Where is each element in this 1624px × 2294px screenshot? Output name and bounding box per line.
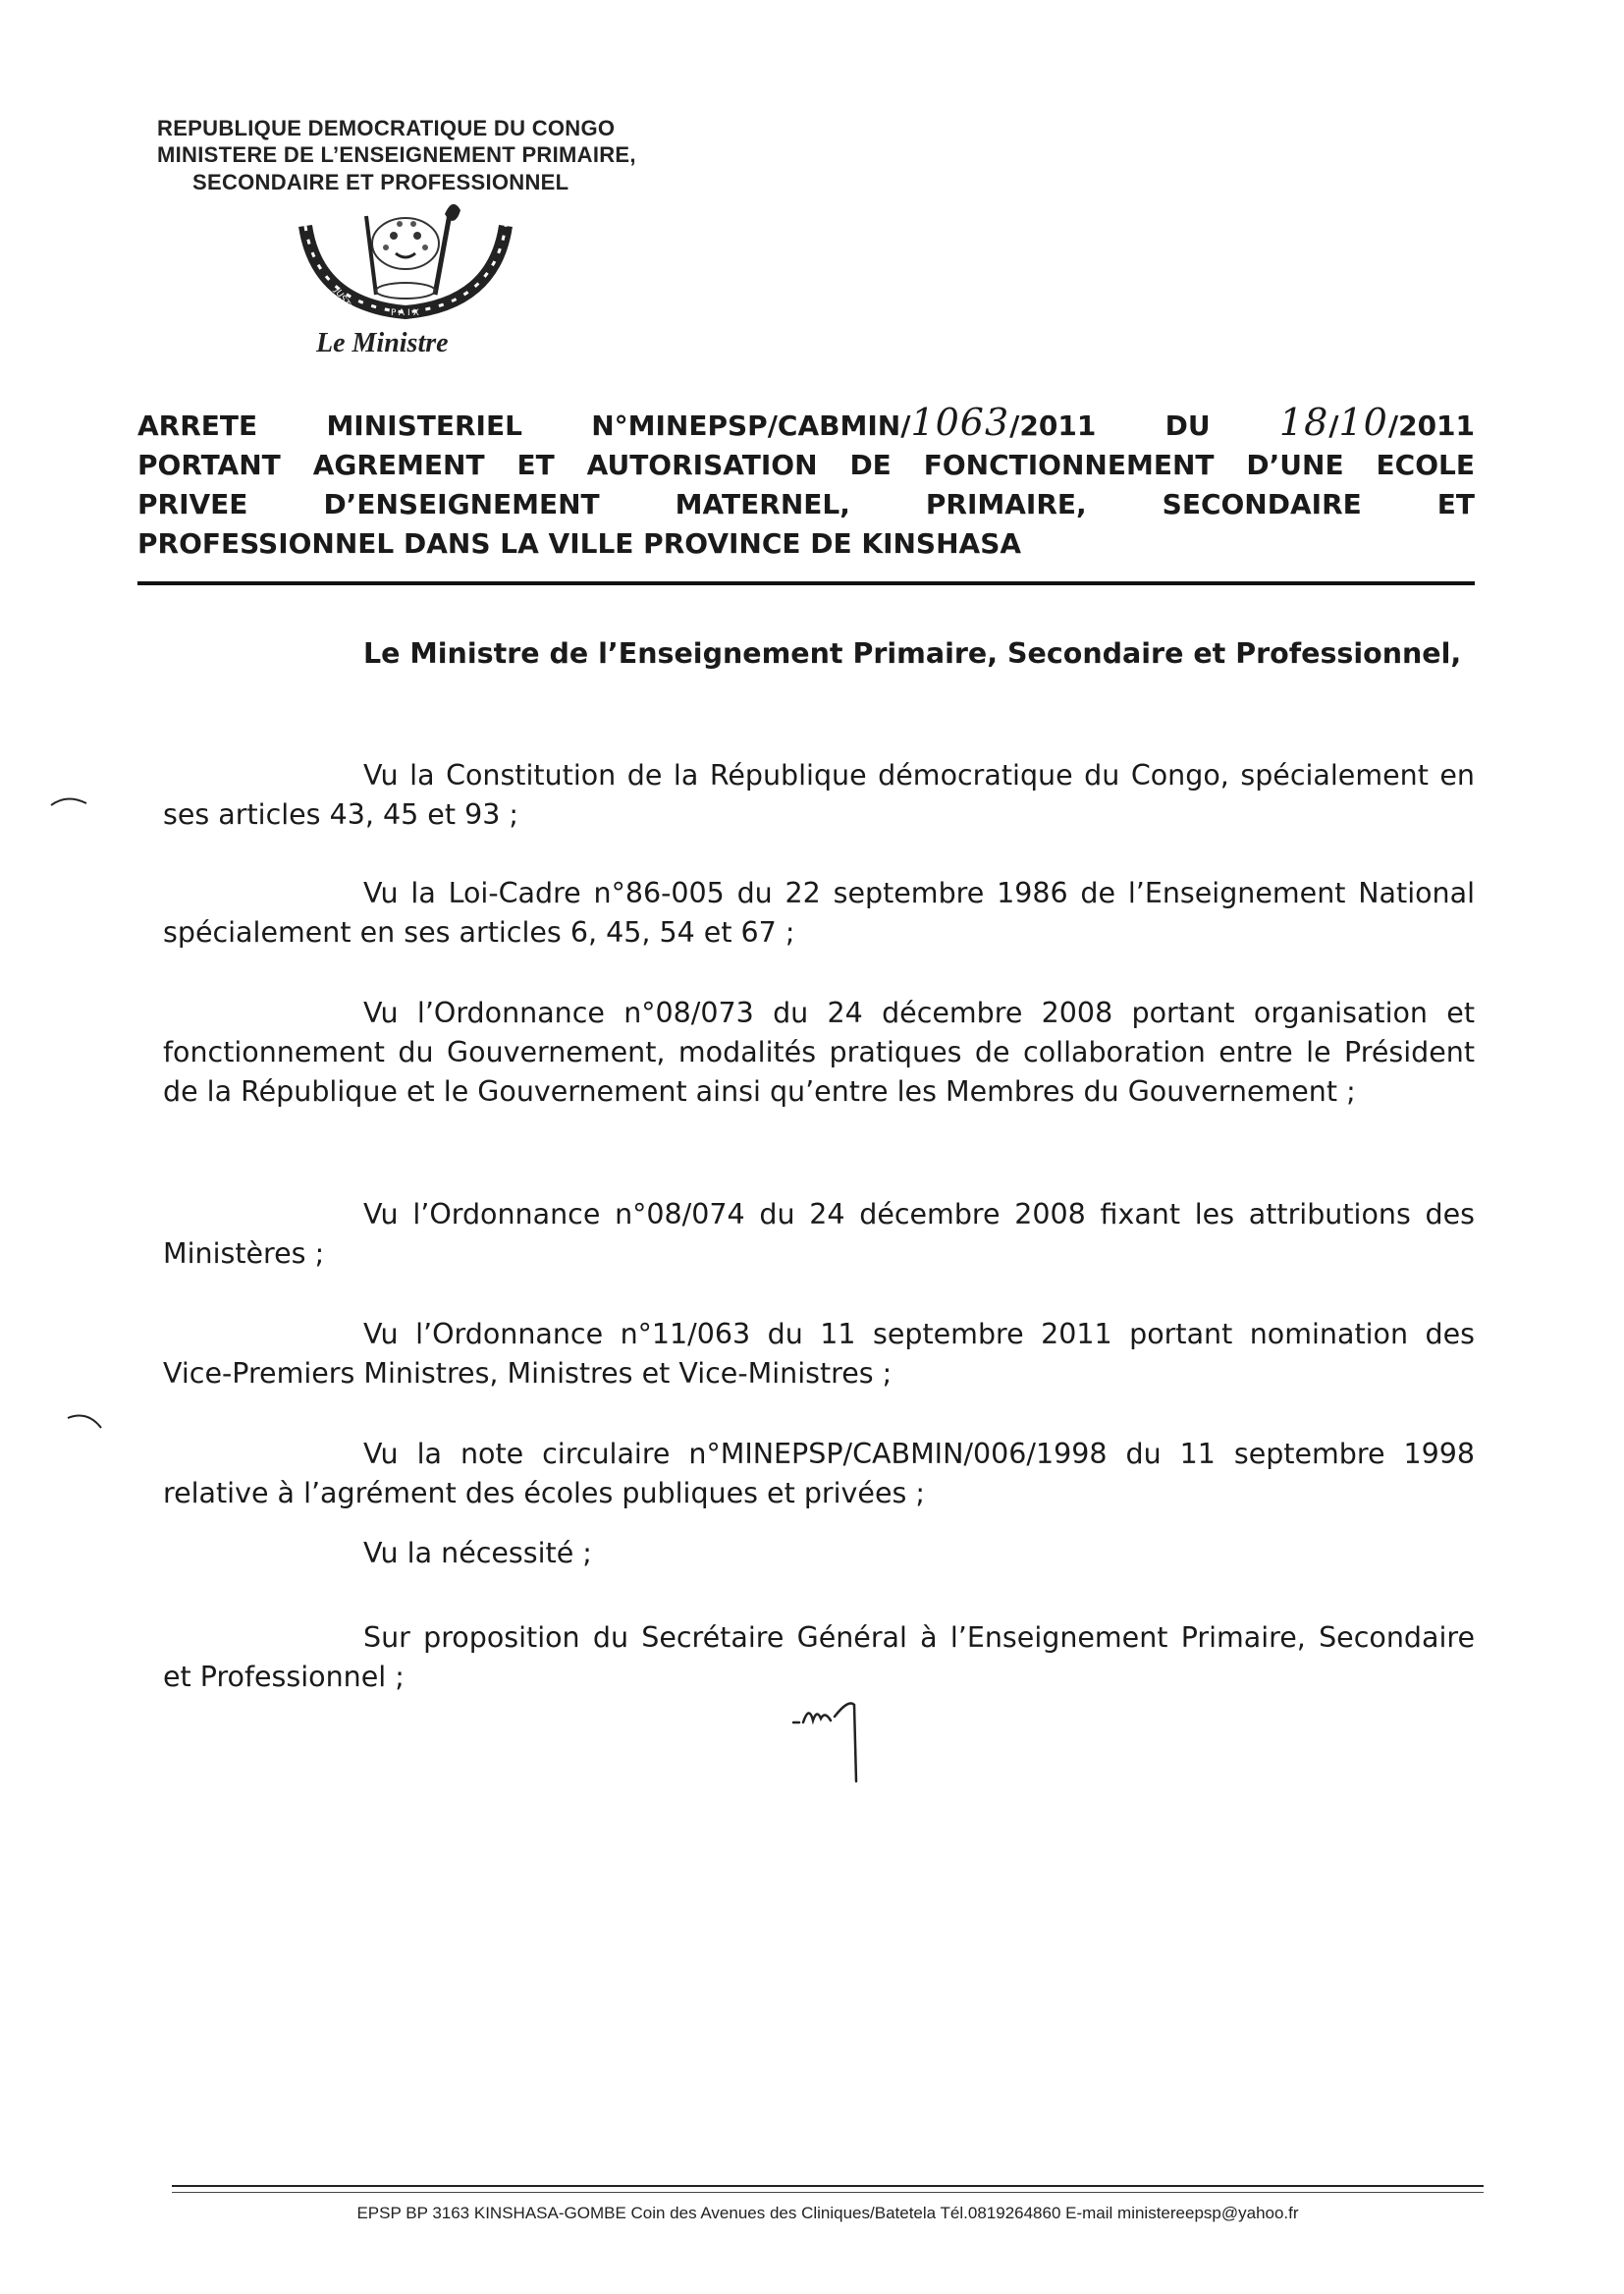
footer-rule-bottom bbox=[172, 2192, 1484, 2193]
title-date-prefix: /2011 DU bbox=[1009, 410, 1211, 442]
considerant-ordonnance-08-074 bbox=[163, 1195, 1475, 1274]
handwritten-day: 18 bbox=[1278, 401, 1329, 444]
considerant-text: Sur proposition du Secrétaire Général à l’Enseignement Primaire, Secondaire et Professionnel ; bbox=[163, 1621, 1475, 1693]
considerant-loi-cadre bbox=[163, 874, 1475, 953]
decree-title bbox=[137, 403, 1475, 564]
considerant-note-circulaire bbox=[163, 1435, 1475, 1513]
title-line4: PROFESSIONNEL DANS LA VILLE PROVINCE DE KINSHASA bbox=[137, 527, 1022, 560]
margin-scan-mark bbox=[47, 786, 96, 825]
considerant-text: Vu l’Ordonnance n°08/073 du 24 décembre 2008 portant organisation et fonctionnement du Gouvernement, modalités pratiques de collaboration entre le Président de la République et le Gouvernement ainsi qu’entre les Membres du Gouvernement ; bbox=[163, 997, 1475, 1108]
title-number-prefix: ARRETE MINISTERIEL N°MINEPSP/CABMIN/ bbox=[137, 410, 911, 442]
considerant-necessite bbox=[163, 1534, 1475, 1573]
handwritten-decree-number: 1063 bbox=[910, 401, 1010, 444]
considerant-proposition bbox=[163, 1618, 1475, 1697]
considerant-text: Vu la Constitution de la République démocratique du Congo, spécialement en ses articles 43, 45 et 93 ; bbox=[163, 759, 1475, 831]
opening-text: Le Ministre de l’Enseignement Primaire, Secondaire et Professionnel, bbox=[363, 637, 1462, 670]
minister-label: Le Ministre bbox=[316, 328, 449, 358]
country-name: REPUBLIQUE DEMOCRATIQUE DU CONGO bbox=[157, 116, 616, 140]
considerant-ordonnance-11-063 bbox=[163, 1315, 1475, 1393]
seal-motto-bottom: PAIX bbox=[391, 308, 422, 318]
title-underline bbox=[137, 581, 1475, 585]
considerant-text: Vu la note circulaire n°MINEPSP/CABMIN/006/1998 du 11 septembre 1998 relative à l’agrément des écoles publiques et privées ; bbox=[163, 1438, 1475, 1509]
considerant-text: Vu la Loi-Cadre n°86-005 du 22 septembre 1986 de l’Enseignement National spécialement en ses articles 6, 45, 54 et 67 ; bbox=[163, 877, 1475, 949]
handwritten-month: 10 bbox=[1338, 401, 1388, 444]
handwritten-initials bbox=[791, 1695, 870, 1783]
considerant-ordonnance-08-073 bbox=[163, 994, 1475, 1112]
footer-address: EPSP BP 3163 KINSHASA-GOMBE Coin des Avenues des Cliniques/Batetela Tél.0819264860 E-mail ministereepsp@yahoo.fr bbox=[356, 2204, 1299, 2222]
title-year-suffix: /2011 bbox=[1387, 410, 1476, 442]
considerant-text: Vu la nécessité ; bbox=[363, 1537, 592, 1569]
ministry-name-line1: MINISTERE DE L’ENSEIGNEMENT PRIMAIRE, bbox=[157, 142, 636, 167]
considerant-constitution bbox=[163, 756, 1475, 835]
margin-scan-mark bbox=[64, 1404, 113, 1444]
title-line1: ARRETE MINISTERIEL N°MINEPSP/CABMIN/1063/2011 DU 18/10/2011 bbox=[137, 401, 1476, 444]
footer-rule-top bbox=[172, 2185, 1484, 2187]
opening-paragraph bbox=[163, 634, 1475, 674]
coat-of-arms-seal bbox=[298, 196, 514, 329]
seal-motto-right: TRAVAIL bbox=[460, 249, 490, 285]
considerant-text: Vu l’Ordonnance n°08/074 du 24 décembre 2008 fixant les attributions des Ministères ; bbox=[163, 1198, 1475, 1270]
title-line2: PORTANT AGREMENT ET AUTORISATION DE FONCTIONNEMENT D’UNE ECOLE bbox=[137, 449, 1475, 481]
ministry-name-line2: SECONDAIRE ET PROFESSIONNEL bbox=[192, 170, 569, 194]
title-line3: PRIVEE D’ENSEIGNEMENT MATERNEL, PRIMAIRE, SECONDAIRE ET bbox=[137, 488, 1475, 520]
seal-motto-left: JUSTICE bbox=[331, 286, 360, 321]
considerant-text: Vu l’Ordonnance n°11/063 du 11 septembre 2011 portant nomination des Vice-Premiers Ministres, Ministres et Vice-Ministres ; bbox=[163, 1318, 1475, 1390]
